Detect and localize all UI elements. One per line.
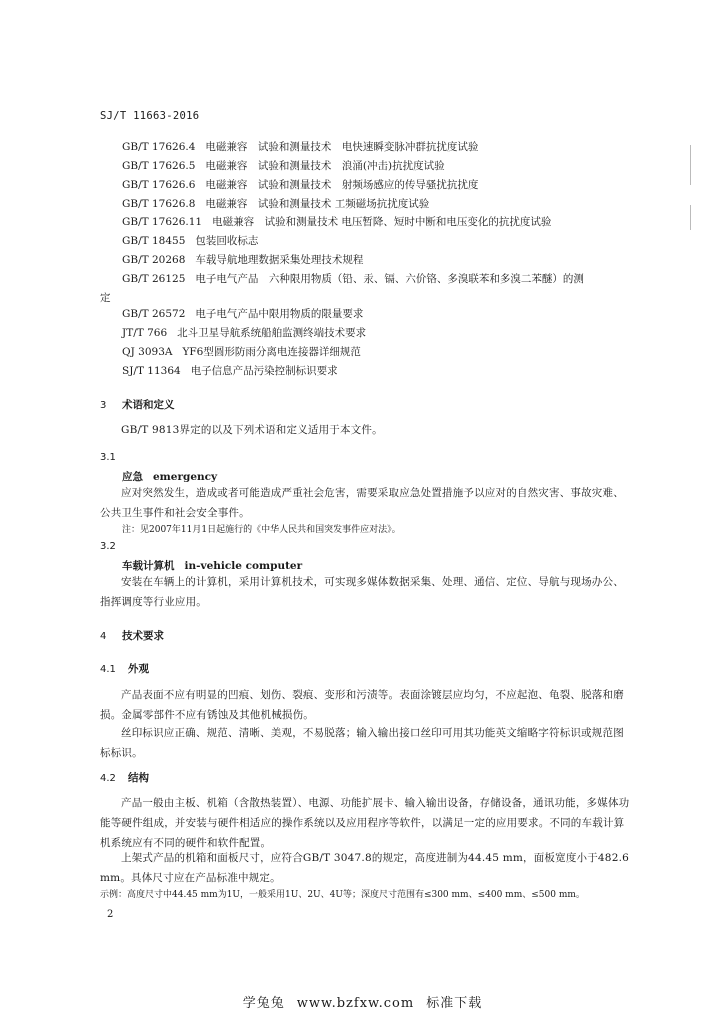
reference-item	[122, 214, 551, 229]
reference-title: 电磁兼容 试验和测量技术 浪涌(冲击)抗扰度试验	[205, 160, 445, 172]
term-note: 注：见2007年11月1日起施行的《中华人民共和国突发事件应对法》。	[122, 525, 401, 535]
reference-code: SJ/T 11364	[122, 365, 181, 377]
reference-code: GB/T 17626.4	[122, 141, 196, 153]
term-definition: 应对突然发生，造成或者可能造成严重社会危害，需要采取应急处置措施予以应对的自然灾害、事故灾难、公共卫生事件和社会安全事件。	[100, 487, 624, 519]
section-heading	[100, 628, 164, 643]
subsection-title: 结构	[128, 772, 149, 784]
reference-item	[122, 233, 258, 248]
reference-title: 电子电气产品中限用物质的限量要求	[195, 308, 364, 320]
paragraph: 产品一般由主板、机箱（含散热装置）、电源、功能扩展卡、输入输出设备，存储设备，通讯功能，多媒体功能等硬件组成，并安装与硬件相适应的操作系统以及应用程序等软件，以满足一定的应用要求。不同的车载计算机系统应有不同的硬件和软件配置。	[100, 797, 630, 849]
reference-item	[122, 139, 478, 154]
reference-title: 电磁兼容 试验和测量技术 电快速瞬变脉冲群抗扰度试验	[205, 141, 479, 153]
reference-title: 电磁兼容 试验和测量技术 电压暂降、短时中断和电压变化的抗扰度试验	[212, 216, 552, 228]
reference-code: GB/T 26572	[122, 308, 186, 320]
standard-id: SJ/T 11663-2016	[100, 110, 200, 122]
footer-watermark	[0, 992, 725, 1011]
term-zh: 车载计算机	[122, 560, 175, 572]
reference-code: GB/T 17626.5	[122, 160, 196, 172]
section-intro: GB/T 9813界定的以及下列术语和定义适用于本文件。	[121, 424, 383, 436]
reference-title: 包装回收标志	[195, 235, 259, 247]
reference-code: GB/T 26125	[122, 273, 186, 285]
footer-site: 学兔兔	[242, 996, 285, 1011]
term-en: in-vehicle computer	[184, 560, 303, 572]
term-number: 3.2	[100, 541, 116, 552]
section-number: 4	[100, 631, 107, 642]
reference-item	[122, 271, 584, 286]
reference-continuation: 定	[100, 292, 111, 304]
reference-item	[122, 177, 478, 192]
reference-title: 电磁兼容 试验和测量技术 射频场感应的传导骚扰抗扰度	[205, 179, 479, 191]
term-definition: 安装在车辆上的计算机，采用计算机技术，可实现多媒体数据采集、处理、通信、定位、导航与现场办公、指挥调度等行业应用。	[100, 576, 624, 608]
reference-code: GB/T 20268	[122, 254, 186, 266]
reference-title: YF6型圆形防雨分离电连接器详细规范	[182, 346, 361, 358]
reference-code: GB/T 17626.11	[122, 216, 203, 228]
section-heading	[100, 397, 175, 412]
reference-code: GB/T 18455	[122, 235, 186, 247]
footer-tag: 标准下载	[426, 996, 483, 1011]
reference-title: 北斗卫星导航系统船舶监测终端技术要求	[177, 327, 367, 339]
scan-edge-mark	[690, 205, 691, 230]
reference-item	[122, 252, 363, 267]
term-en: emergency	[153, 471, 218, 483]
reference-item	[122, 196, 429, 211]
term-number: 3.1	[100, 452, 116, 463]
scan-edge-mark	[690, 145, 691, 185]
footer-url: www.bzfxw.com	[296, 996, 415, 1011]
reference-item	[122, 325, 366, 340]
reference-item	[122, 158, 445, 173]
reference-title: 电子电气产品 六种限用物质（铅、汞、镉、六价铬、多溴联苯和多溴二苯醚）的测	[195, 273, 584, 285]
reference-title: 电磁兼容 试验和测量技术 工频磁场抗扰度试验	[205, 198, 430, 210]
section-title: 术语和定义	[122, 399, 175, 411]
reference-title: 电子信息产品污染控制标识要求	[190, 365, 338, 377]
paragraph: 产品表面不应有明显的凹痕、划伤、裂痕、变形和污渍等。表面涂镀层应均匀，不应起泡、龟裂、脱落和磨损。金属零部件不应有锈蚀及其他机械损伤。	[100, 689, 624, 721]
term-zh: 应急	[122, 471, 143, 483]
reference-code: GB/T 17626.6	[122, 179, 196, 191]
subsection-title: 外观	[128, 663, 149, 675]
subsection-number: 4.2	[100, 773, 116, 784]
subsection-heading	[100, 770, 149, 785]
reference-code: QJ 3093A	[122, 346, 173, 358]
reference-title: 车载导航地理数据采集处理技术规程	[195, 254, 364, 266]
reference-item	[122, 344, 361, 359]
section-title: 技术要求	[122, 630, 164, 642]
subsection-number: 4.1	[100, 664, 116, 675]
subsection-heading	[100, 661, 149, 676]
page-number: 2	[107, 909, 114, 920]
reference-code: JT/T 766	[122, 327, 168, 339]
term-heading	[122, 469, 217, 484]
paragraph: 丝印标识应正确、规范、清晰、美观，不易脱落；输入输出接口丝印可用其功能英文缩略字符标识或规范图标标识。	[100, 727, 624, 759]
example-note: 示例：高度尺寸中44.45 mm为1U，一般采用1U、2U、4U等；深度尺寸范围有≤300 mm、≤400 mm、≤500 mm。	[100, 890, 585, 900]
term-heading	[122, 558, 302, 573]
reference-code: GB/T 17626.8	[122, 198, 196, 210]
reference-item	[122, 306, 363, 321]
paragraph: 上架式产品的机箱和面板尺寸，应符合GB/T 3047.8的规定，高度进制为44.45 mm，面板宽度小于482.6 mm。具体尺寸应在产品标准中规定。	[100, 852, 629, 884]
section-number: 3	[100, 400, 107, 411]
reference-item	[122, 363, 338, 378]
